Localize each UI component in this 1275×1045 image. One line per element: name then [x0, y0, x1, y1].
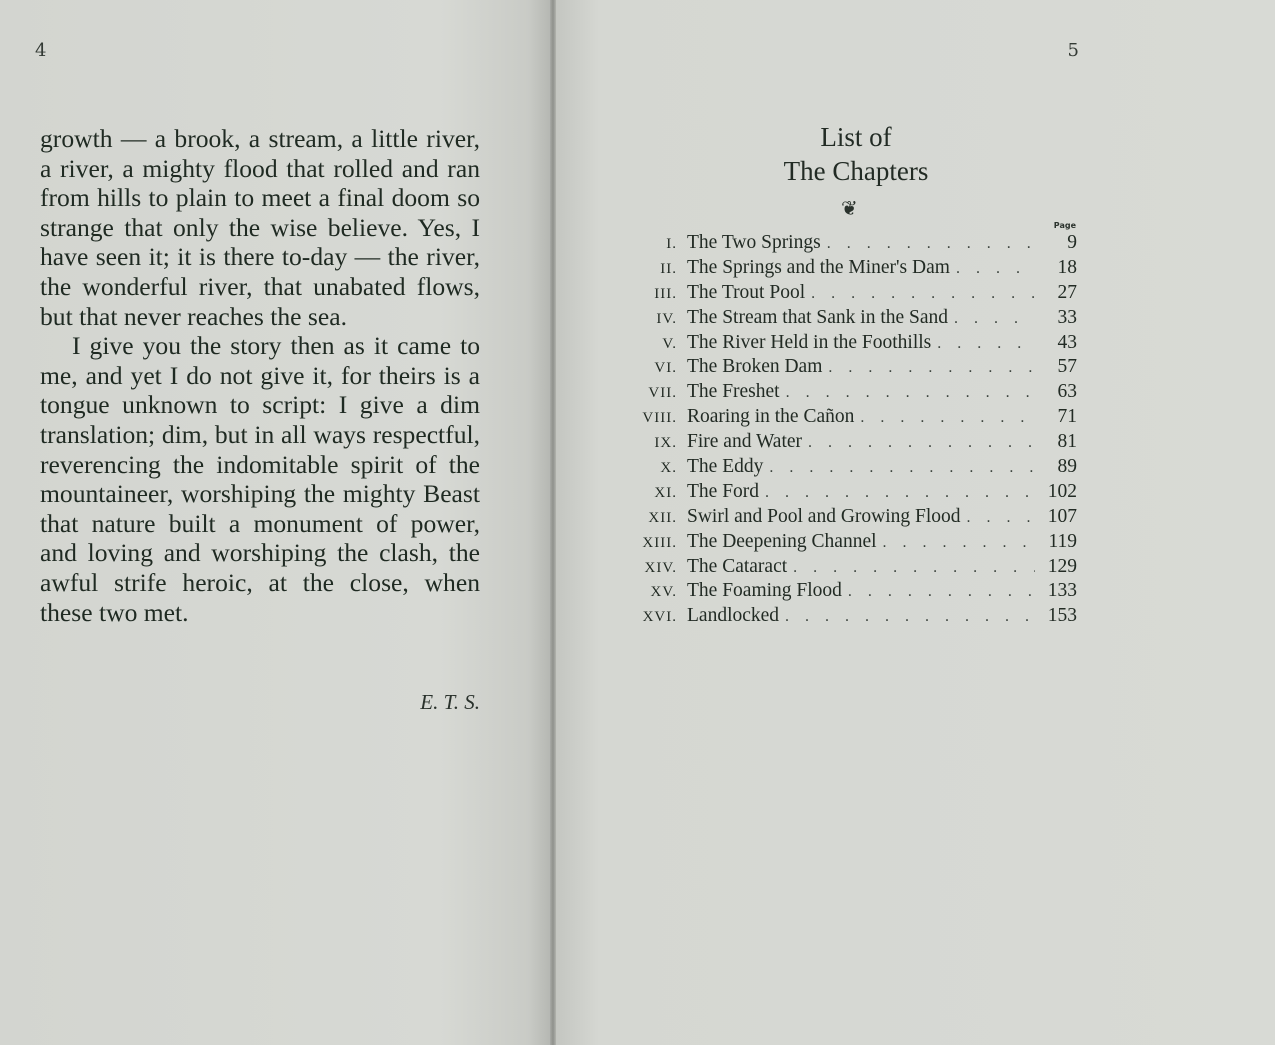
chapter-entry — [631, 605, 1077, 630]
chapter-number: XII. — [648, 509, 677, 526]
dot-leader — [811, 285, 1035, 303]
right-page — [556, 0, 1275, 1045]
chapter-title: The Springs and the Miner's Dam — [687, 256, 950, 278]
chapter-page-number: 18 — [1057, 256, 1077, 278]
chapter-number: XVI. — [642, 609, 677, 626]
chapter-page-number: 129 — [1047, 555, 1077, 577]
chapter-entry — [631, 531, 1077, 556]
dot-leader — [967, 509, 1035, 527]
chapter-page-number: 9 — [1067, 232, 1077, 253]
chapter-page-number: 43 — [1057, 331, 1077, 353]
dot-leader — [956, 260, 1035, 278]
chapter-page-number: 33 — [1057, 306, 1077, 328]
chapter-page-number: 133 — [1047, 580, 1077, 602]
left-page-number: 4 — [35, 40, 47, 61]
chapter-number: V. — [662, 335, 677, 352]
right-page-number: 5 — [1067, 40, 1079, 61]
toc-title — [746, 120, 966, 188]
chapter-number: II. — [660, 260, 677, 277]
chapter-number: XIII. — [642, 534, 677, 551]
chapter-entry — [631, 282, 1077, 307]
page-column-heading: Page — [1053, 221, 1076, 230]
chapter-entry — [631, 431, 1077, 456]
left-page — [0, 0, 550, 1045]
dot-leader — [808, 434, 1035, 452]
chapter-page-number: 119 — [1048, 530, 1077, 552]
paragraph-1: growth — a brook, a stream, a little river, a river, a mighty flood that rolled and ran from hills to plain to meet a final doom so strange that only the wise believe. Yes, I have seen it; it is there to-day — the river, the wonderful river, that unabated flows, but that never reaches the sea. — [40, 124, 480, 331]
chapter-title: Landlocked — [687, 605, 780, 627]
toc-title-line-2: The Chapters — [783, 156, 929, 186]
chapter-title: The Ford — [687, 480, 760, 502]
chapter-number: VIII. — [642, 410, 677, 427]
chapter-page-number: 102 — [1047, 480, 1077, 502]
chapter-entry — [631, 332, 1077, 357]
chapter-title: The Broken Dam — [687, 356, 823, 378]
dot-leader — [765, 484, 1035, 502]
dot-leader — [954, 310, 1035, 328]
chapter-page-number: 57 — [1057, 356, 1077, 378]
chapter-title: Roaring in the Cañon — [687, 406, 855, 428]
chapter-list — [631, 232, 1077, 630]
chapter-entry — [631, 580, 1077, 605]
dot-leader — [848, 583, 1035, 601]
dot-leader — [828, 359, 1035, 377]
chapter-number: IX. — [654, 435, 677, 452]
chapter-title: The Trout Pool — [687, 281, 806, 303]
chapter-entry — [631, 257, 1077, 282]
chapter-title: The Foaming Flood — [687, 580, 842, 602]
leaf-ornament-icon: ❦ — [841, 196, 858, 220]
chapter-title: Swirl and Pool and Growing Flood — [687, 505, 961, 527]
body-text — [40, 124, 480, 627]
dot-leader — [785, 608, 1035, 626]
chapter-title: Fire and Water — [687, 431, 803, 453]
chapter-entry — [631, 406, 1077, 431]
chapter-number: XV. — [650, 584, 677, 601]
chapter-page-number: 89 — [1057, 456, 1077, 478]
chapter-title: The Two Springs — [687, 232, 821, 253]
dot-leader — [786, 384, 1035, 402]
chapter-entry — [631, 307, 1077, 332]
chapter-title: The River Held in the Foothills — [687, 331, 932, 353]
chapter-entry — [631, 232, 1077, 257]
dot-leader — [883, 534, 1035, 552]
chapter-entry — [631, 506, 1077, 531]
chapter-entry — [631, 381, 1077, 406]
chapter-number: XI. — [654, 484, 677, 501]
dot-leader — [769, 459, 1035, 477]
chapter-page-number: 71 — [1057, 406, 1077, 428]
chapter-entry — [631, 556, 1077, 581]
chapter-page-number: 63 — [1057, 381, 1077, 403]
toc-title-line-1: List of — [820, 122, 892, 152]
chapter-page-number: 107 — [1047, 505, 1077, 527]
chapter-title: The Freshet — [687, 381, 780, 403]
chapter-number: IV. — [656, 310, 677, 327]
chapter-number: VII. — [648, 385, 677, 402]
chapter-number: III. — [654, 285, 677, 302]
chapter-title: The Stream that Sank in the Sand — [687, 306, 949, 328]
chapter-entry — [631, 456, 1077, 481]
chapter-number: VI. — [654, 360, 677, 377]
chapter-entry — [631, 481, 1077, 506]
chapter-page-number: 81 — [1057, 431, 1077, 453]
chapter-title: The Deepening Channel — [687, 530, 877, 552]
dot-leader — [937, 335, 1035, 353]
paragraph-2: I give you the story then as it came to me, and yet I do not give it, for theirs is a tongue unknown to script: I give a dim translation; dim, but in all ways respectful, reverencing the indomitable spirit of the mountaineer, worshiping the mighty Beast that nature built a monument of power, and loving and worshiping the clash, the awful strife heroic, at the close, when these two met. — [40, 331, 480, 627]
chapter-entry — [631, 356, 1077, 381]
dot-leader — [827, 235, 1035, 253]
chapter-page-number: 153 — [1047, 605, 1077, 627]
dot-leader — [793, 559, 1035, 577]
author-initials: E. T. S. — [420, 690, 480, 714]
chapter-title: The Cataract — [687, 555, 788, 577]
chapter-number: XIV. — [644, 559, 677, 576]
chapter-page-number: 27 — [1057, 281, 1077, 303]
chapter-title: The Eddy — [687, 456, 764, 478]
dot-leader — [860, 409, 1035, 427]
chapter-number: X. — [660, 460, 677, 477]
chapter-number: I. — [666, 236, 677, 252]
